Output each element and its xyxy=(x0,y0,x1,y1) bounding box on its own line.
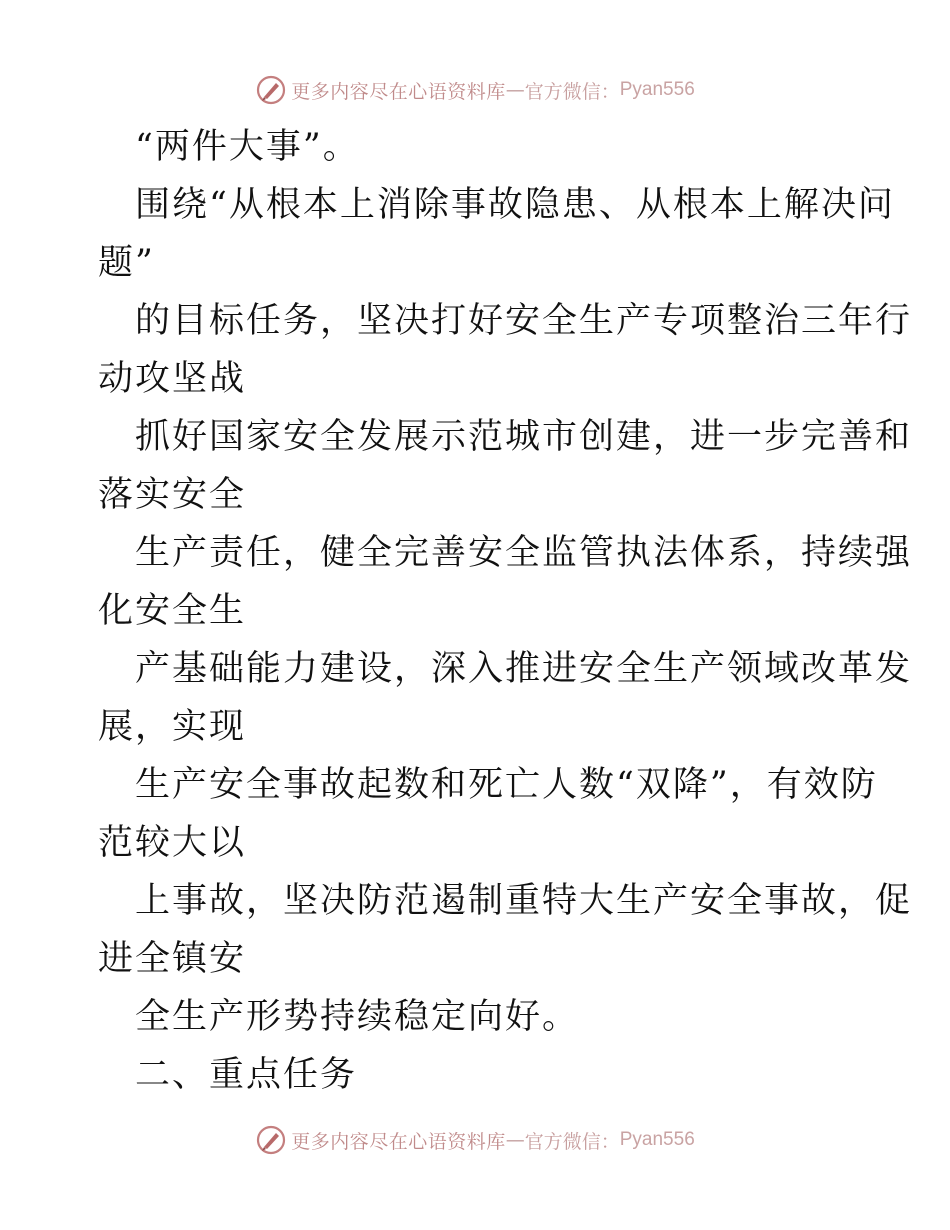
text-line: 化安全生 xyxy=(98,591,247,631)
text-line: 范较大以 xyxy=(98,823,247,863)
header-watermark xyxy=(0,70,950,110)
text-line: 围绕“从根本上消除事故隐患、从根本上解决问 xyxy=(135,185,895,225)
text-line: 上事故，坚决防范遏制重特大生产安全事故，促 xyxy=(135,881,913,921)
watermark-separator: — xyxy=(505,1129,525,1151)
text-line: “两件大事”。 xyxy=(135,127,360,167)
watermark-separator: — xyxy=(505,79,525,101)
text-line: 生产安全事故起数和死亡人数“双降”，有效防 xyxy=(135,765,878,805)
text-line: 抓好国家安全发展示范城市创建，进一步完善和 xyxy=(135,417,913,457)
text-line: 题” xyxy=(98,243,155,283)
watermark-main-text: 更多内容尽在心语资料库 xyxy=(291,1130,506,1153)
text-line: 生产责任，健全完善安全监管执法体系，持续强 xyxy=(135,533,913,573)
text-line: 全生产形势持续稳定向好。 xyxy=(135,997,580,1037)
footer-watermark xyxy=(0,1120,950,1160)
text-line: 动攻坚战 xyxy=(98,359,247,399)
text-line: 展，实现 xyxy=(98,707,247,747)
text-line: 产基础能力建设，深入推进安全生产领域改革发 xyxy=(135,649,913,689)
watermark-wechat-id: Pyan556 xyxy=(619,79,695,100)
document-body xyxy=(98,118,913,1104)
text-line: 二、重点任务 xyxy=(135,1055,358,1095)
watermark-sub-text: 官方微信： xyxy=(524,1130,620,1153)
quill-pen-circle-icon xyxy=(255,74,287,106)
watermark-main-text: 更多内容尽在心语资料库 xyxy=(291,80,506,103)
watermark-sub-text: 官方微信： xyxy=(524,80,620,103)
quill-pen-circle-icon xyxy=(255,1124,287,1156)
text-line: 落实安全 xyxy=(98,475,247,515)
watermark-wechat-id: Pyan556 xyxy=(619,1129,695,1150)
text-line: 的目标任务，坚决打好安全生产专项整治三年行 xyxy=(135,301,913,341)
text-line: 进全镇安 xyxy=(98,939,247,979)
